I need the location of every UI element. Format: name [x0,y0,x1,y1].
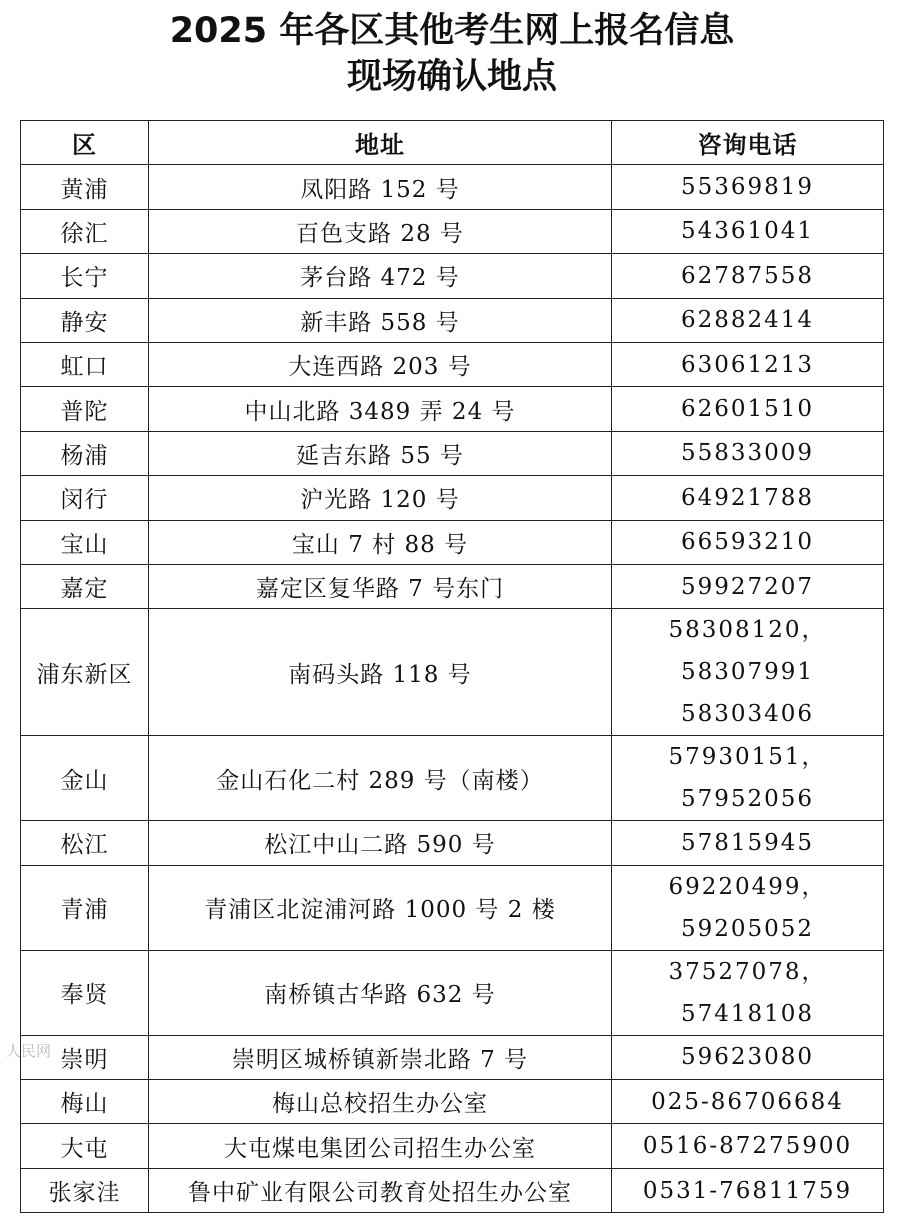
phone-cell [612,254,884,298]
address-cell: 梅山总校招生办公室 [149,1080,612,1124]
table-row [21,520,884,564]
district-cell: 徐汇 [21,209,149,253]
phone-number: 57815945 [680,829,815,856]
district-cell: 长宁 [21,254,149,298]
table-row [21,1168,884,1212]
district-cell: 崇明 [21,1035,149,1079]
address-cell: 百色支路 28 号 [149,209,612,253]
address-cell: 凤阳路 152 号 [149,165,612,209]
phone-number: 0531-76811759 [642,1177,853,1204]
phone-number: 58303406 [680,701,815,728]
district-cell: 普陀 [21,387,149,431]
phone-number: 0516-87275900 [642,1133,853,1160]
address-cell: 嘉定区复华路 7 号东门 [149,564,612,608]
district-cell: 大屯 [21,1124,149,1168]
phone-number: 55369819 [680,174,815,201]
phone-cell [612,564,884,608]
table-row [21,342,884,386]
column-header-address: 地址 [149,121,612,165]
district-cell: 黄浦 [21,165,149,209]
phone-cell [612,865,884,950]
district-cell: 松江 [21,821,149,865]
phone-cell [612,298,884,342]
district-cell: 宝山 [21,520,149,564]
address-cell: 中山北路 3489 弄 24 号 [149,387,612,431]
address-cell: 南码头路 118 号 [149,609,612,736]
page-title: 2025 年各区其他考生网上报名信息 [169,11,735,51]
table-row [21,1035,884,1079]
phone-number: 64921788 [680,484,815,511]
watermark: 人民网 [6,1042,52,1060]
address-cell: 茅台路 472 号 [149,254,612,298]
table-row [21,736,884,821]
phone-cell [612,1080,884,1124]
address-cell: 松江中山二路 590 号 [149,821,612,865]
district-cell: 张家洼 [21,1168,149,1212]
phone-cell [612,209,884,253]
address-cell: 大连西路 203 号 [149,342,612,386]
phone-number: 59623080 [680,1044,815,1071]
table-row [21,821,884,865]
table-body [21,165,884,1213]
address-cell: 南桥镇古华路 632 号 [149,950,612,1035]
phone-cell [612,476,884,520]
phone-cell [612,520,884,564]
table-row [21,950,884,1035]
district-cell: 杨浦 [21,431,149,475]
table-row [21,387,884,431]
phone-cell [612,387,884,431]
phone-cell [612,1124,884,1168]
phone-number: 66593210 [680,529,815,556]
table-row [21,609,884,736]
phone-cell [612,431,884,475]
phone-number: 69220499，59205052 [668,873,827,942]
table-row [21,1080,884,1124]
phone-cell [612,1035,884,1079]
table-row [21,476,884,520]
phone-number: 62787558 [680,262,815,289]
district-cell: 虹口 [21,342,149,386]
district-cell: 奉贤 [21,950,149,1035]
column-header-district: 区 [21,121,149,165]
phone-number: 58308120，58307991 [668,617,827,686]
phone-number: 59927207 [680,573,815,600]
table-row [21,254,884,298]
address-cell: 崇明区城桥镇新崇北路 7 号 [149,1035,612,1079]
phone-cell [612,342,884,386]
phone-number: 54361041 [680,218,815,245]
address-cell: 宝山 7 村 88 号 [149,520,612,564]
table-header-row [21,121,884,165]
table-row [21,431,884,475]
page-subtitle: 现场确认地点 [346,57,557,97]
table-row [21,564,884,608]
district-cell: 静安 [21,298,149,342]
phone-number: 57930151，57952056 [668,744,827,813]
location-table [20,120,884,1213]
address-cell: 青浦区北淀浦河路 1000 号 2 楼 [149,865,612,950]
table-row [21,298,884,342]
address-cell: 鲁中矿业有限公司教育处招生办公室 [149,1168,612,1212]
phone-number: 62882414 [680,307,815,334]
phone-cell [612,609,884,736]
phone-cell [612,950,884,1035]
district-cell: 浦东新区 [21,609,149,736]
address-cell: 大屯煤电集团公司招生办公室 [149,1124,612,1168]
phone-number: 025-86706684 [651,1088,844,1115]
address-cell: 新丰路 558 号 [149,298,612,342]
phone-number: 55833009 [680,440,815,467]
phone-number: 62601510 [680,396,815,423]
phone-number: 37527078，57418108 [668,958,827,1027]
table-row [21,865,884,950]
address-cell: 延吉东路 55 号 [149,431,612,475]
district-cell: 梅山 [21,1080,149,1124]
district-cell: 金山 [21,736,149,821]
phone-number: 63061213 [680,351,815,378]
address-cell: 金山石化二村 289 号（南楼） [149,736,612,821]
table-row [21,1124,884,1168]
table-row [21,165,884,209]
column-header-phone: 咨询电话 [612,121,884,165]
table-row [21,209,884,253]
district-cell: 嘉定 [21,564,149,608]
phone-cell [612,736,884,821]
phone-cell [612,165,884,209]
phone-cell [612,1168,884,1212]
district-cell: 青浦 [21,865,149,950]
district-cell: 闵行 [21,476,149,520]
address-cell: 沪光路 120 号 [149,476,612,520]
phone-cell [612,821,884,865]
